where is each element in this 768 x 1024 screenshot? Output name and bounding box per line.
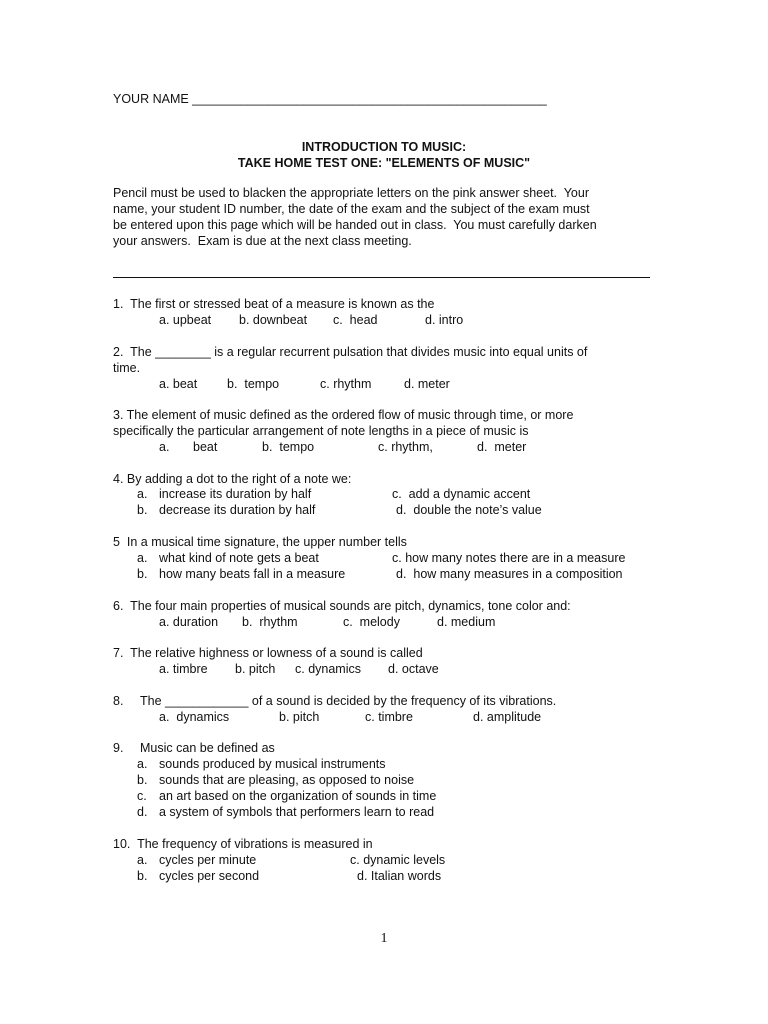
question-9-option: an art based on the organization of sounds in time [159, 789, 437, 803]
instructions-line: be entered upon this page which will be handed out in class. You must carefully darken [113, 218, 597, 232]
question-4-option: decrease its duration by half [159, 503, 316, 517]
question-7-option: b. pitch [235, 662, 276, 676]
question-4-option: c. add a dynamic accent [392, 487, 531, 501]
question-3-option: d. meter [477, 440, 527, 454]
question-9-option: a system of symbols that performers learn to read [159, 805, 435, 819]
question-6-option: d. medium [437, 615, 496, 629]
question-7-stem: 7. The relative highness or lowness of a sound is called [113, 646, 423, 660]
question-1-option: d. intro [425, 313, 464, 327]
question-2-option: c. rhythm [320, 377, 372, 391]
question-9-option-letter: a. [137, 757, 148, 771]
question-9-option: sounds that are pleasing, as opposed to noise [159, 773, 415, 787]
question-4-stem: 4. By adding a dot to the right of a note we: [113, 472, 352, 486]
question-5-option: how many beats fall in a measure [159, 567, 346, 581]
instructions-line: name, your student ID number, the date of the exam and the subject of the exam must [113, 202, 590, 216]
question-8-option: d. amplitude [473, 710, 542, 724]
question-3-option: beat [193, 440, 218, 454]
question-3-stem: 3. The element of music defined as the ordered flow of music through time, or more [113, 408, 574, 422]
question-9-option-letter: c. [137, 789, 147, 803]
question-10-option: c. dynamic levels [350, 853, 446, 867]
title-line-1: INTRODUCTION TO MUSIC: [301, 140, 467, 154]
question-3-option-letter: a. [159, 440, 170, 454]
question-6-option: b. rhythm [242, 615, 298, 629]
question-8-option: a. dynamics [159, 710, 230, 724]
question-7-option: c. dynamics [295, 662, 361, 676]
name-line: YOUR NAME ___________________________________________________ [113, 92, 547, 106]
question-2-option: a. beat [159, 377, 198, 391]
question-5-option: d. how many measures in a composition [396, 567, 623, 581]
question-10-stem: 10. The frequency of vibrations is measured in [113, 837, 373, 851]
question-5-stem: 5 In a musical time signature, the upper number tells [113, 535, 407, 549]
question-2-option: b. tempo [227, 377, 280, 391]
question-10-option-letter: b. [137, 869, 148, 883]
question-9-number: 9. [113, 741, 124, 755]
question-8-option: b. pitch [279, 710, 320, 724]
question-5-option: c. how many notes there are in a measure [392, 551, 626, 565]
question-7-option: d. octave [388, 662, 439, 676]
question-5-option-letter: b. [137, 567, 148, 581]
question-1-option: c. head [333, 313, 378, 327]
question-8-option: c. timbre [365, 710, 413, 724]
question-9-option: sounds produced by musical instruments [159, 757, 386, 771]
question-5-option-letter: a. [137, 551, 148, 565]
instructions-line: your answers. Exam is due at the next class meeting. [113, 234, 412, 248]
question-9-option-letter: d. [137, 805, 148, 819]
question-4-option-letter: a. [137, 487, 148, 501]
question-6-option: c. melody [343, 615, 400, 629]
question-9-option-letter: b. [137, 773, 148, 787]
title-line-2: TAKE HOME TEST ONE: "ELEMENTS OF MUSIC" [237, 156, 531, 170]
page-number: 1 [380, 931, 388, 946]
question-4-option: d. double the note’s value [396, 503, 542, 517]
question-8-stem: The ____________ of a sound is decided by the frequency of its vibrations. [140, 694, 557, 708]
question-10-option: d. Italian words [357, 869, 442, 883]
question-10-option: cycles per second [159, 869, 260, 883]
question-1-option: b. downbeat [239, 313, 308, 327]
question-1-stem: 1. The first or stressed beat of a measure is known as the [113, 297, 435, 311]
question-8-number: 8. [113, 694, 124, 708]
question-7-option: a. timbre [159, 662, 208, 676]
question-4-option-letter: b. [137, 503, 148, 517]
question-10-option: cycles per minute [159, 853, 257, 867]
question-2-option: d. meter [404, 377, 450, 391]
question-3-stem: specifically the particular arrangement of note lengths in a piece of music is [113, 424, 529, 438]
question-6-stem: 6. The four main properties of musical sounds are pitch, dynamics, tone color and: [113, 599, 571, 613]
divider-rule [113, 277, 650, 278]
instructions-line: Pencil must be used to blacken the appropriate letters on the pink answer sheet. Your [113, 186, 589, 200]
question-6-option: a. duration [159, 615, 219, 629]
question-9-stem: Music can be defined as [140, 741, 275, 755]
question-3-option: c. rhythm, [378, 440, 433, 454]
question-3-option: b. tempo [262, 440, 315, 454]
question-10-option-letter: a. [137, 853, 148, 867]
question-1-option: a. upbeat [159, 313, 212, 327]
question-2-stem: 2. The ________ is a regular recurrent pulsation that divides music into equal units of [113, 345, 588, 359]
question-4-option: increase its duration by half [159, 487, 312, 501]
question-5-option: what kind of note gets a beat [159, 551, 319, 565]
question-2-stem: time. [113, 361, 141, 375]
